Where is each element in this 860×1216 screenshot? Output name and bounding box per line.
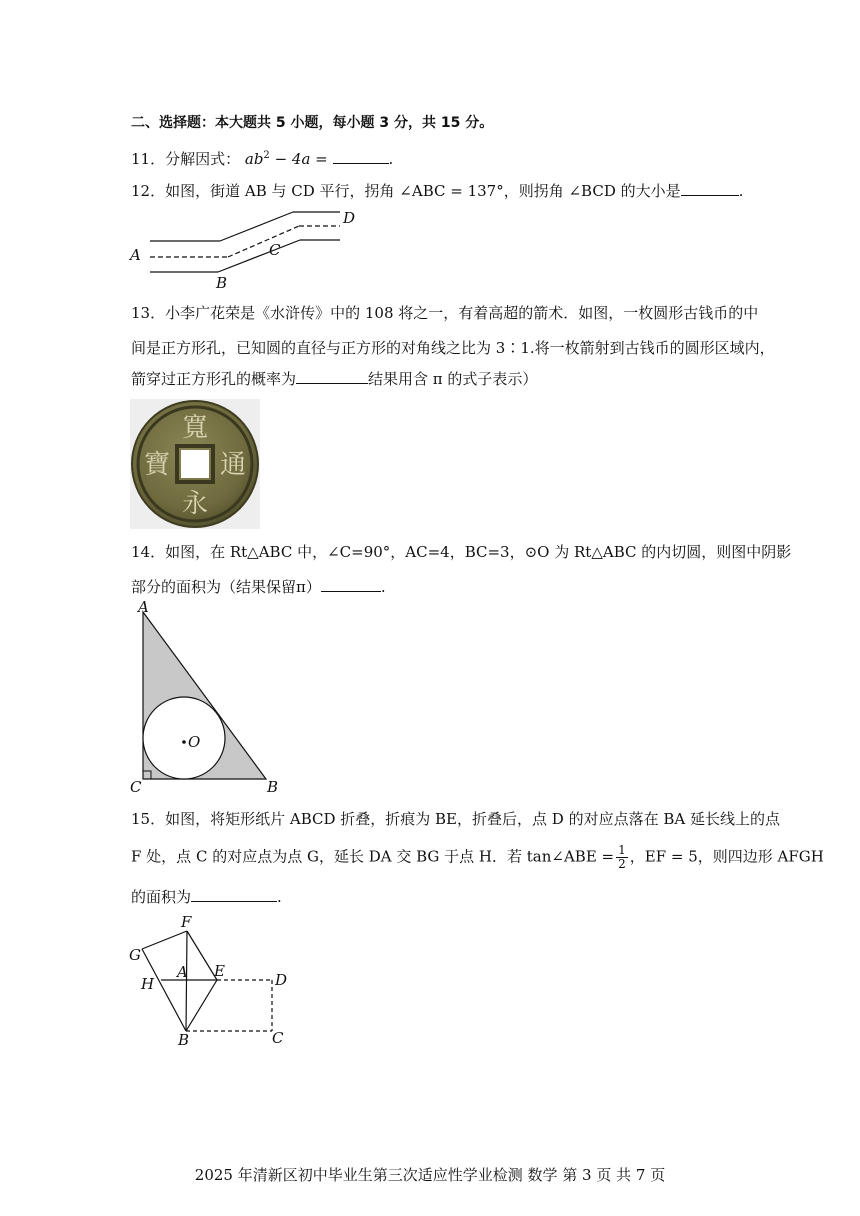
q11-expr-a: ab: [244, 150, 264, 168]
question-14-line2: [131, 576, 386, 598]
q13-line3b: 结果用含 π 的式子表示）: [368, 370, 538, 388]
label-a: A: [130, 246, 141, 264]
q14-end: .: [380, 578, 386, 596]
label-c: C: [272, 1029, 284, 1047]
q14-line1: 14．如图，在 Rt△ABC 中，∠C=90°，AC=4，BC=3，⊙O 为 Rt△ABC 的内切圆，则图中阴影: [131, 543, 792, 561]
q15-frac-den: 2: [618, 857, 626, 871]
q12-answer-blank[interactable]: [681, 180, 739, 196]
incircle: [143, 697, 225, 779]
q11-end: .: [388, 150, 394, 168]
label-a: A: [177, 963, 188, 981]
label-g: G: [129, 946, 141, 964]
street-top-slope: [220, 212, 293, 241]
q14-answer-blank[interactable]: [321, 576, 381, 592]
q11-expr-sup: 2: [263, 150, 270, 161]
q15-line3a: 的面积为: [131, 888, 192, 906]
label-h: H: [141, 975, 155, 993]
q13-line3a: 箭穿过正方形孔的概率为: [131, 370, 297, 388]
label-f: F: [181, 913, 192, 931]
q15-line2b: ，EF = 5，则四边形 AFGH: [629, 847, 824, 866]
label-d: D: [275, 971, 288, 989]
question-12: [131, 180, 743, 202]
q15-line2a: F 处，点 C 的对应点为点 G，延长 DA 交 BG 于点 H．若 tan∠ABE =: [131, 847, 615, 866]
center-o: [182, 740, 186, 744]
coin-char-top: 寬: [181, 413, 209, 443]
label-b: B: [216, 274, 228, 292]
label-c: C: [269, 241, 281, 259]
q13-line2: 间是正方形孔，已知圆的直径与正方形的对角线之比为 3∶1.将一枚箭射到古钱币的圆形区域内，: [131, 339, 775, 357]
seg-fb: [186, 931, 187, 1031]
question-13-line3: [131, 368, 537, 390]
q11-answer-blank[interactable]: [333, 148, 389, 164]
coin-square-hole: [181, 450, 209, 478]
q11-expr-b: − 4a =: [269, 150, 328, 168]
question-11: [131, 145, 393, 170]
q12-text: 12．如图，街道 AB 与 CD 平行，拐角 ∠ABC = 137°，则拐角 ∠BCD 的大小是: [131, 182, 681, 200]
label-e: E: [214, 962, 225, 980]
label-b: B: [267, 778, 279, 796]
q15-answer-blank[interactable]: [191, 886, 277, 902]
q15-end: .: [277, 888, 282, 906]
section-heading: 二、选择题：本大题共 5 小题，每小题 3 分，共 15 分。: [131, 115, 494, 131]
coin-char-right: 通: [219, 450, 247, 480]
q15-line1: 15．如图，将矩形纸片 ABCD 折叠，折痕为 BE，折叠后，点 D 的对应点落在 BA 延长线上的点: [131, 810, 780, 828]
coin-char-bottom: 永: [181, 489, 209, 519]
coin-char-left: 寶: [143, 450, 171, 480]
q13-line1: 13．小李广花荣是《水浒传》中的 108 将之一，有着高超的箭术．如图，一枚圆形古钱币的中: [131, 304, 759, 322]
street-figure: [125, 204, 365, 292]
street-mid-slope: [228, 226, 299, 257]
page-footer: 2025 年清新区初中毕业生第三次适应性学业检测 数学 第 3 页 共 7 页: [194, 1166, 666, 1184]
seg-eb: [186, 980, 217, 1031]
incircle-figure: [126, 598, 296, 798]
q13-answer-blank[interactable]: [296, 368, 368, 384]
q14-line2a: 部分的面积为（结果保留π）: [131, 578, 321, 596]
label-d: D: [343, 209, 356, 227]
coin-image: [130, 399, 260, 529]
label-o: O: [188, 733, 201, 751]
label-a: A: [138, 598, 149, 616]
question-15-line2: [131, 844, 824, 871]
label-b: B: [178, 1031, 190, 1049]
question-15-line3: [131, 886, 282, 908]
q12-end: .: [738, 182, 744, 200]
seg-fe: [187, 931, 217, 980]
q15-fraction: [616, 844, 628, 871]
seg-gf: [142, 931, 187, 949]
label-c: C: [130, 778, 142, 796]
q11-text: 11．分解因式：: [131, 150, 241, 168]
q15-frac-num: 1: [618, 843, 626, 857]
fold-figure: [125, 914, 300, 1050]
